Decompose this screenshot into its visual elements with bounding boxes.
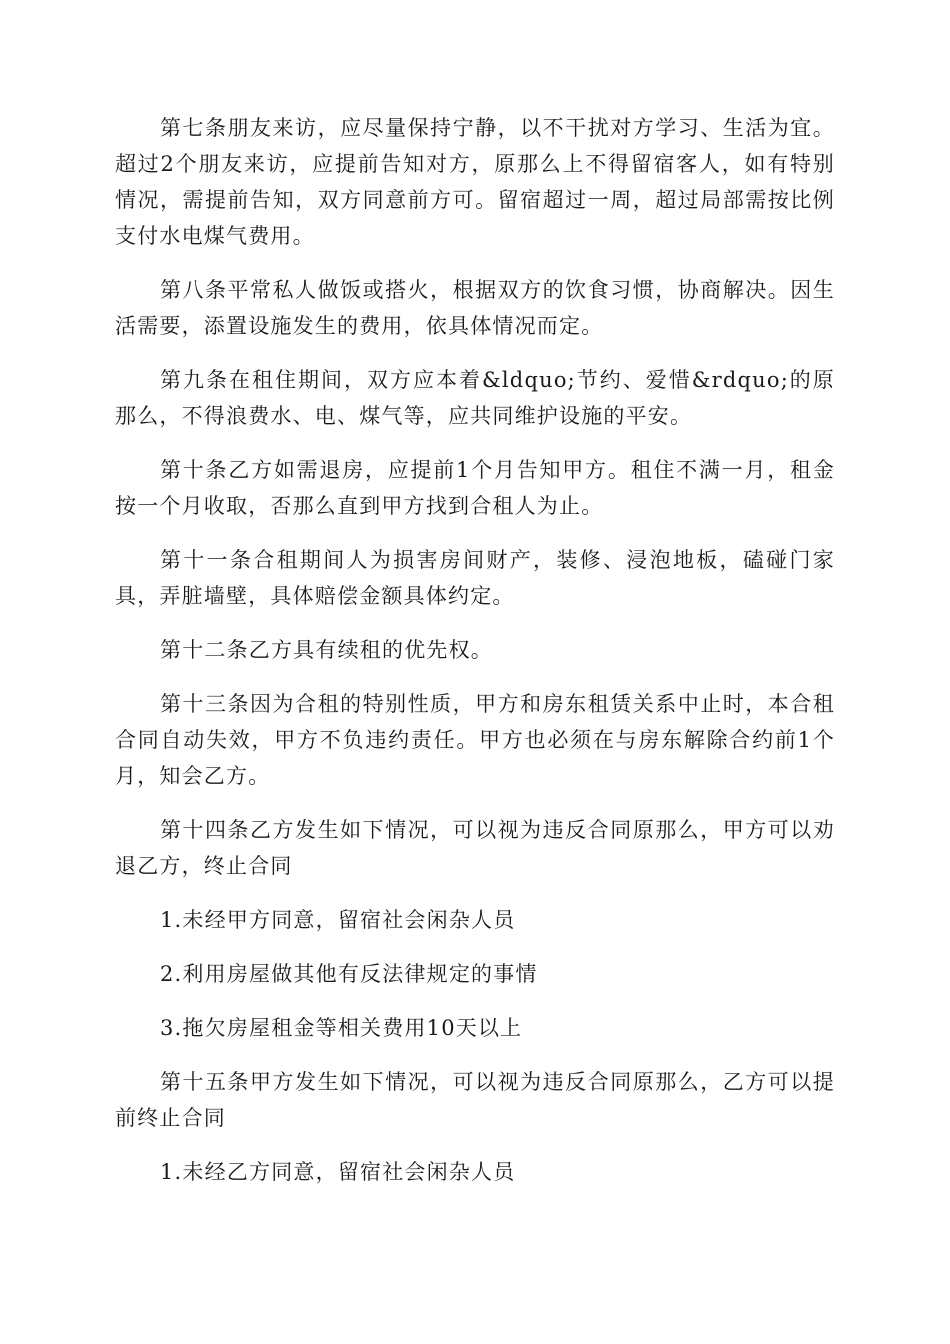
clause-13: 第十三条因为合租的特别性质，甲方和房东租赁关系中止时，本合租合同自动失效，甲方不负违约责任。甲方也必须在与房东解除合约前1个月，知会乙方。	[115, 692, 835, 788]
clause-15: 第十五条甲方发生如下情况，可以视为违反合同原那么，乙方可以提前终止合同	[115, 1070, 835, 1130]
document-body	[115, 110, 835, 1208]
clause-15-item-1: 1.未经乙方同意，留宿社会闲杂人员	[160, 1160, 516, 1184]
clause-7: 第七条朋友来访，应尽量保持宁静，以不干扰对方学习、生活为宜。超过2个朋友来访，应提前告知对方，原那么上不得留宿客人，如有特别情况，需提前告知，双方同意前方可。留宿超过一周，超过局部需按比例支付水电煤气费用。	[115, 116, 835, 248]
clause-11: 第十一条合租期间人为损害房间财产，装修、浸泡地板，磕碰门家具，弄脏墙壁，具体赔偿金额具体约定。	[115, 548, 835, 608]
clause-9: 第九条在租住期间，双方应本着&ldquo;节约、爱惜&rdquo;的原那么，不得浪费水、电、煤气等，应共同维护设施的平安。	[115, 368, 835, 428]
clause-8: 第八条平常私人做饭或搭火，根据双方的饮食习惯，协商解决。因生活需要，添置设施发生的费用，依具体情况而定。	[115, 278, 835, 338]
clause-14-item-1: 1.未经甲方同意，留宿社会闲杂人员	[160, 908, 516, 932]
clause-14: 第十四条乙方发生如下情况，可以视为违反合同原那么，甲方可以劝退乙方，终止合同	[115, 818, 835, 878]
clause-14-item-2: 2.利用房屋做其他有反法律规定的事情	[160, 962, 538, 986]
clause-12: 第十二条乙方具有续租的优先权。	[160, 638, 493, 662]
clause-10: 第十条乙方如需退房，应提前1个月告知甲方。租住不满一月，租金按一个月收取，否那么直到甲方找到合租人为止。	[115, 458, 835, 518]
clause-14-item-3: 3.拖欠房屋租金等相关费用10天以上	[160, 1016, 523, 1040]
